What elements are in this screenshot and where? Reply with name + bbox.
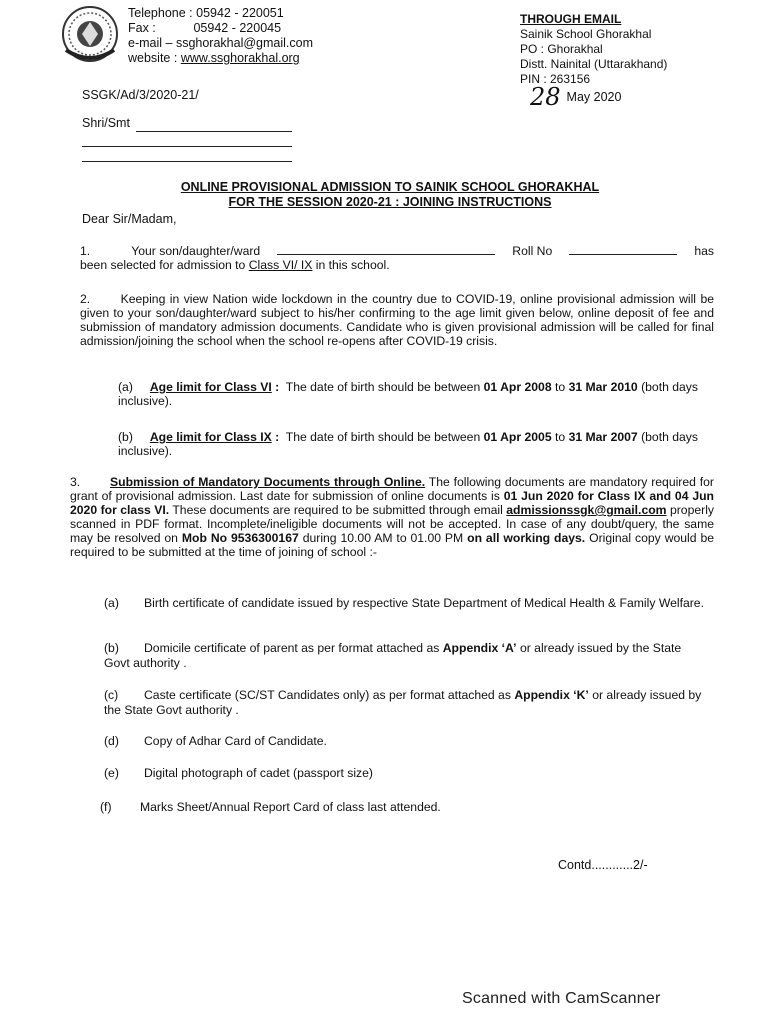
telephone-number: 05942 - 220051	[196, 6, 284, 20]
school-crest-logo	[60, 4, 120, 66]
doc-item-a	[104, 596, 708, 611]
age-vi-suffix: (both days inclusive).	[118, 380, 698, 408]
letter-title	[120, 180, 660, 210]
doc-item-f	[100, 800, 704, 815]
age-ix-from: 01 Apr 2005	[483, 430, 552, 444]
age-limit-class-vi	[118, 380, 708, 408]
telephone-label: Telephone :	[128, 6, 193, 20]
paragraph-1	[80, 244, 714, 272]
ward-name-blank	[277, 254, 495, 255]
para3-text-a: The following documents are mandatory required for grant of provisional admission. Last date for submission of online documents is	[70, 475, 714, 503]
fax-row	[128, 21, 313, 36]
address-line-3: Distt. Nainital (Uttarakhand)	[520, 57, 668, 71]
recipient-address-block	[520, 12, 667, 87]
fax-label: Fax :	[128, 21, 156, 35]
doc-f-label: (f)	[100, 800, 112, 814]
age-ix-to: 31 Mar 2007	[568, 430, 638, 444]
para1-text-c: in this school.	[315, 258, 390, 272]
para1-text-a: Your son/daughter/ward	[131, 244, 261, 258]
age-vi-to: 31 Mar 2010	[568, 380, 638, 394]
doc-c-label: (c)	[104, 688, 119, 702]
age-ix-text: The date of birth should be between	[285, 430, 481, 444]
title-line-2: FOR THE SESSION 2020-21 : JOINING INSTRUCTIONS	[228, 195, 552, 209]
doc-c-appendix: Appendix ‘K’	[514, 688, 589, 702]
doc-e-text: Digital photograph of cadet (passport size)	[144, 766, 373, 780]
doc-a-label: (a)	[104, 596, 119, 610]
para1-number: 1.	[80, 244, 91, 258]
address-line-1: Sainik School Ghorakhal	[520, 27, 652, 41]
paragraph-3	[70, 475, 714, 559]
doc-c-text: Caste certificate (SC/ST Candidates only) as per format attached as	[144, 688, 511, 702]
para3-text-d: during 10.00 AM to 01.00 PM	[302, 531, 464, 545]
age-ix-suffix: (both days inclusive).	[118, 430, 698, 458]
addressee-line-2	[82, 146, 292, 147]
age-vi-label: (a)	[118, 380, 133, 394]
website-link[interactable]: www.ssghorakhal.org	[180, 51, 300, 65]
doc-item-d	[104, 734, 708, 749]
email-address[interactable]: ssghorakhal@gmail.com	[175, 36, 314, 50]
paragraph-2	[80, 292, 714, 348]
date-month-year: May 2020	[566, 90, 622, 104]
age-vi-to-word: to	[555, 380, 566, 394]
para3-text-e: on all working days.	[467, 531, 586, 545]
addressee-line-1	[136, 131, 292, 132]
para1-class: Class VI/ IX	[248, 258, 313, 272]
through-email-heading: THROUGH EMAIL	[520, 12, 622, 26]
age-vi-colon: :	[275, 380, 280, 394]
doc-b-appendix: Appendix ‘A’	[442, 641, 517, 655]
para3-deadline: 01 Jun 2020 for Class IX and 04 Jun 2020 for class VI.	[70, 489, 714, 517]
para2-number: 2.	[80, 292, 91, 306]
doc-b-label: (b)	[104, 641, 119, 655]
reference-number: SSGK/Ad/3/2020-21/	[82, 88, 199, 102]
addressee-label: Shri/Smt	[82, 116, 130, 130]
para3-heading: Submission of Mandatory Documents through Online.	[110, 475, 426, 489]
website-row	[128, 51, 313, 66]
roll-label: Roll No	[512, 244, 553, 258]
doc-a-text: Birth certificate of candidate issued by respective State Department of Medical Health & Family Welfare.	[144, 596, 704, 610]
para3-number: 3.	[70, 475, 81, 489]
doc-b-tail: or already issued by the State Govt authority .	[104, 641, 682, 670]
telephone-row	[128, 6, 313, 21]
age-ix-to-word: to	[555, 430, 566, 444]
address-line-4: PIN : 263156	[520, 72, 591, 86]
admission-email[interactable]: admissionssgk@gmail.com	[506, 503, 667, 517]
doc-b-text: Domicile certificate of parent as per format attached as	[144, 641, 440, 655]
para3-text-b: These documents are required to be submitted through email	[172, 503, 503, 517]
doc-f-text: Marks Sheet/Annual Report Card of class last attended.	[140, 800, 441, 814]
camscanner-watermark: Scanned with CamScanner	[462, 990, 661, 1007]
para3-mob: Mob No 9536300167	[181, 531, 299, 545]
doc-c-tail: or already issued by the State Govt authority .	[104, 688, 702, 717]
date-day-handwritten: 28	[530, 83, 561, 111]
roll-number-blank	[569, 254, 677, 255]
salutation: Dear Sir/Madam,	[82, 212, 177, 226]
continued-marker: Contd............2/-	[558, 858, 648, 872]
para3-text-c: properly scanned in PDF format. Incomplete/ineligible documents will not be accepted. In case of any doubt/query, the same may be resolved on	[70, 503, 714, 545]
address-line-2: PO : Ghorakhal	[520, 42, 603, 56]
doc-e-label: (e)	[104, 766, 119, 780]
para3-text-f: Original copy would be required to be submitted at the time of joining of school :-	[70, 531, 715, 559]
age-vi-text: The date of birth should be between	[285, 380, 481, 394]
age-ix-label: (b)	[118, 430, 133, 444]
doc-d-text: Copy of Adhar Card of Candidate.	[144, 734, 327, 748]
title-line-1: ONLINE PROVISIONAL ADMISSION TO SAINIK SCHOOL GHORAKHAL	[180, 180, 600, 194]
email-row	[128, 36, 313, 51]
email-label: e-mail –	[128, 36, 173, 50]
age-ix-colon: :	[275, 430, 280, 444]
website-label: website :	[128, 51, 178, 65]
age-limit-class-ix	[118, 430, 708, 458]
age-vi-heading: Age limit for Class VI	[149, 380, 272, 394]
para1-text-b: been selected for admission to	[80, 258, 246, 272]
age-vi-from: 01 Apr 2008	[483, 380, 552, 394]
doc-item-c	[104, 688, 708, 717]
para1-has: has	[694, 244, 714, 258]
letter-date	[530, 83, 622, 111]
doc-item-e	[104, 766, 708, 781]
addressee-line-3	[82, 161, 292, 162]
para2-text: Keeping in view Nation wide lockdown in the country due to COVID-19, online provisional admission will be given to your son/daughter/ward subject to his/her confirming to the age limit given below, online deposit of fee and submission of mandatory admission documents. Candidate who is given provisional admission will be called for final admission/joining the school when the school re-opens after COVID-19 crisis.	[80, 292, 714, 348]
fax-number: 05942 - 220045	[193, 21, 282, 35]
age-ix-heading: Age limit for Class IX	[149, 430, 272, 444]
doc-d-label: (d)	[104, 734, 119, 748]
contact-block	[128, 6, 313, 66]
doc-item-b	[104, 641, 708, 670]
